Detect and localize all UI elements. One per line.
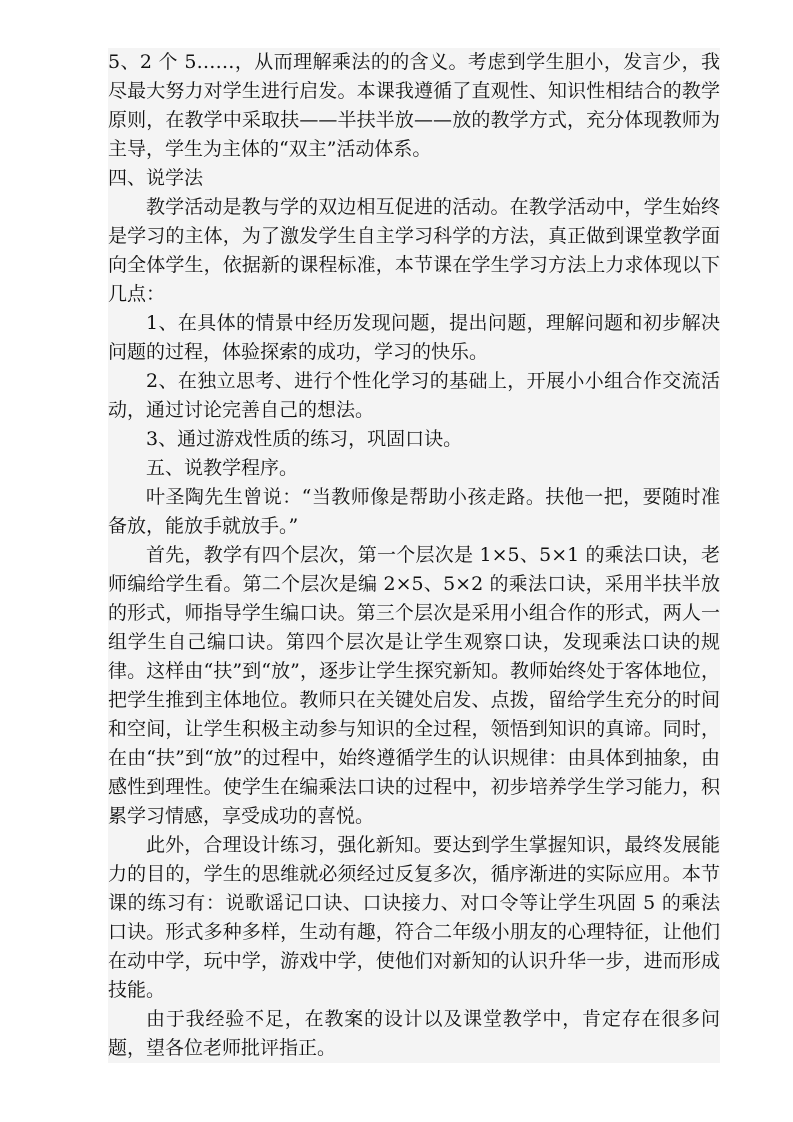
paragraph-practice-design: 此外，合理设计练习，强化新知。要达到学生掌握知识，最终发展能力的目的，学生的思维就必须经过反复多次，循序渐进的实际应用。本节课的练习有：说歌谣记口诀、口诀接力、对口令等让学生巩固 5 的乘法口诀。形式多种多样，生动有趣，符合二年级小朋友的心理特征，让他们在动中学，玩中学，游戏中学，使他们对新知的认识升华一步，进而形成技能。	[108, 834, 720, 1001]
list-item-point-3: 3、通过游戏性质的练习，巩固口诀。	[146, 428, 463, 450]
heading-study-method: 四、说学法	[108, 167, 204, 189]
paragraph-study-method-intro: 教学活动是教与学的双边相互促进的活动。在教学活动中，学生始终是学习的主体，为了激发学生自主学习科学的方法，真正做到课堂教学面向全体学生，依据新的课程标准，本节课在学生学习方法上力求体现以下几点：	[108, 196, 720, 305]
heading-teaching-procedure: 五、说教学程序。	[146, 457, 299, 479]
list-item-point-2: 2、在独立思考、进行个性化学习的基础上，开展小小组合作交流活动，通过讨论完善自己的想法。	[108, 370, 720, 421]
paragraph-quote: 叶圣陶先生曾说：“当教师像是帮助小孩走路。扶他一把，要随时准备放，能放手就放手。”	[108, 486, 720, 537]
list-item-point-1: 1、在具体的情景中经历发现问题，提出问题，理解问题和初步解决问题的过程，体验探索的成功，学习的快乐。	[108, 312, 720, 363]
paragraph-closing: 由于我经验不足，在教案的设计以及课堂教学中，肯定存在很多问题，望各位老师批评指正。	[108, 1008, 720, 1059]
paragraph-multiplication-meaning: 5、2 个 5……，从而理解乘法的的含义。考虑到学生胆小，发言少，我尽最大努力对学生进行启发。本课我遵循了直观性、知识性相结合的教学原则，在教学中采取扶——半扶半放——放的教学方式，充分体现教师为主导，学生为主体的“双主”活动体系。	[108, 51, 720, 160]
paragraph-four-levels: 首先，教学有四个层次，第一个层次是 1×5、5×1 的乘法口诀，老师编给学生看。第二个层次是编 2×5、5×2 的乘法口诀，采用半扶半放的形式，师指导学生编口诀。第三个层次是采用小组合作的形式，两人一组学生自己编口诀。第四个层次是让学生观察口诀，发现乘法口诀的规律。这样由“扶”到“放”，逐步让学生探究新知。教师始终处于客体地位，把学生推到主体地位。教师只在关键处启发、点拨，留给学生充分的时间和空间，让学生积极主动参与知识的全过程，领悟到知识的真谛。同时，在由“扶”到“放”的过程中，始终遵循学生的认识规律：由具体到抽象，由感性到理性。使学生在编乘法口诀的过程中，初步培养学生学习能力，积累学习情感，享受成功的喜悦。	[108, 544, 720, 827]
document-body	[108, 48, 720, 1063]
